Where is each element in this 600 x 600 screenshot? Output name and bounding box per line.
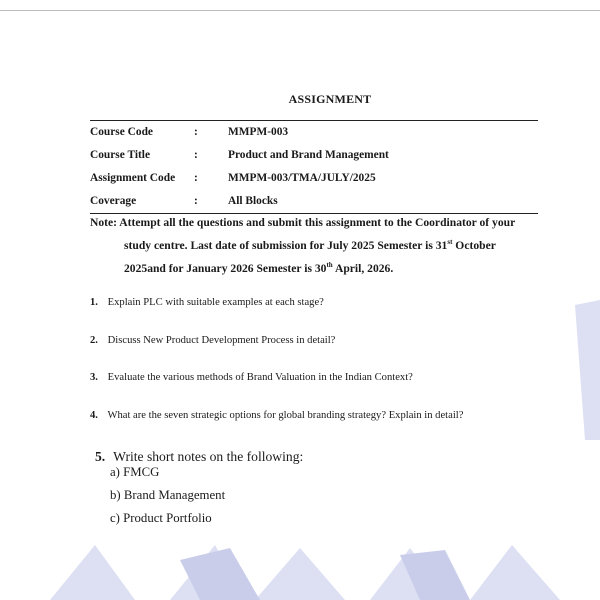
question-number: 4. bbox=[90, 410, 98, 421]
note-text: October bbox=[452, 239, 496, 252]
info-colon: : bbox=[194, 149, 198, 161]
question-number: 3. bbox=[90, 372, 98, 383]
info-value: MMPM-003 bbox=[228, 126, 289, 138]
info-label: Coverage bbox=[90, 195, 137, 207]
question-number: 5. bbox=[95, 449, 106, 464]
info-row-course-code bbox=[90, 121, 538, 144]
page-title: ASSIGNMENT bbox=[288, 92, 372, 106]
note-text: April, 2026. bbox=[332, 262, 394, 275]
course-info-table bbox=[90, 120, 538, 214]
info-row-assignment-code bbox=[90, 167, 538, 190]
info-label: Course Code bbox=[90, 126, 153, 138]
subitem-c: c) Product Portfolio bbox=[110, 511, 212, 525]
top-border-line bbox=[0, 10, 600, 11]
note-line-2 bbox=[90, 234, 536, 257]
question-5 bbox=[95, 449, 303, 465]
question-text: Evaluate the various methods of Brand Valuation in the Indian Context? bbox=[107, 372, 413, 383]
question-number: 2. bbox=[90, 335, 98, 346]
info-value: Product and Brand Management bbox=[228, 149, 389, 161]
question-number: 1. bbox=[90, 297, 98, 308]
question-4 bbox=[90, 410, 463, 421]
info-label: Course Title bbox=[90, 149, 151, 161]
note-line-1: Note: Attempt all the questions and submit this assignment to the Coordinator of your bbox=[90, 216, 516, 229]
subitem-a: a) FMCG bbox=[110, 465, 160, 479]
submission-note bbox=[90, 211, 536, 280]
info-colon: : bbox=[194, 172, 198, 184]
question-1 bbox=[90, 297, 324, 308]
question-text: What are the seven strategic options for global branding strategy? Explain in detail? bbox=[107, 410, 464, 421]
question-text: Explain PLC with suitable examples at each stage? bbox=[107, 297, 324, 308]
note-text: 2025and for January 2026 Semester is 30 bbox=[124, 262, 327, 275]
info-value: MMPM-003/TMA/JULY/2025 bbox=[228, 172, 376, 184]
info-row-coverage bbox=[90, 190, 538, 213]
info-label: Assignment Code bbox=[90, 172, 176, 184]
info-value: All Blocks bbox=[228, 195, 278, 207]
note-superscript: st bbox=[447, 238, 453, 247]
question-text: Discuss New Product Development Process in detail? bbox=[107, 335, 336, 346]
info-colon: : bbox=[194, 126, 198, 138]
info-row-course-title bbox=[90, 144, 538, 167]
subitem-b: b) Brand Management bbox=[110, 488, 226, 502]
info-colon: : bbox=[194, 195, 198, 207]
question-text: Write short notes on the following: bbox=[113, 449, 304, 464]
note-line-3 bbox=[90, 257, 536, 280]
note-superscript: th bbox=[326, 261, 333, 270]
note-text: study centre. Last date of submission for July 2025 Semester is 31 bbox=[124, 239, 448, 252]
question-2 bbox=[90, 335, 335, 346]
question-3 bbox=[90, 372, 413, 383]
